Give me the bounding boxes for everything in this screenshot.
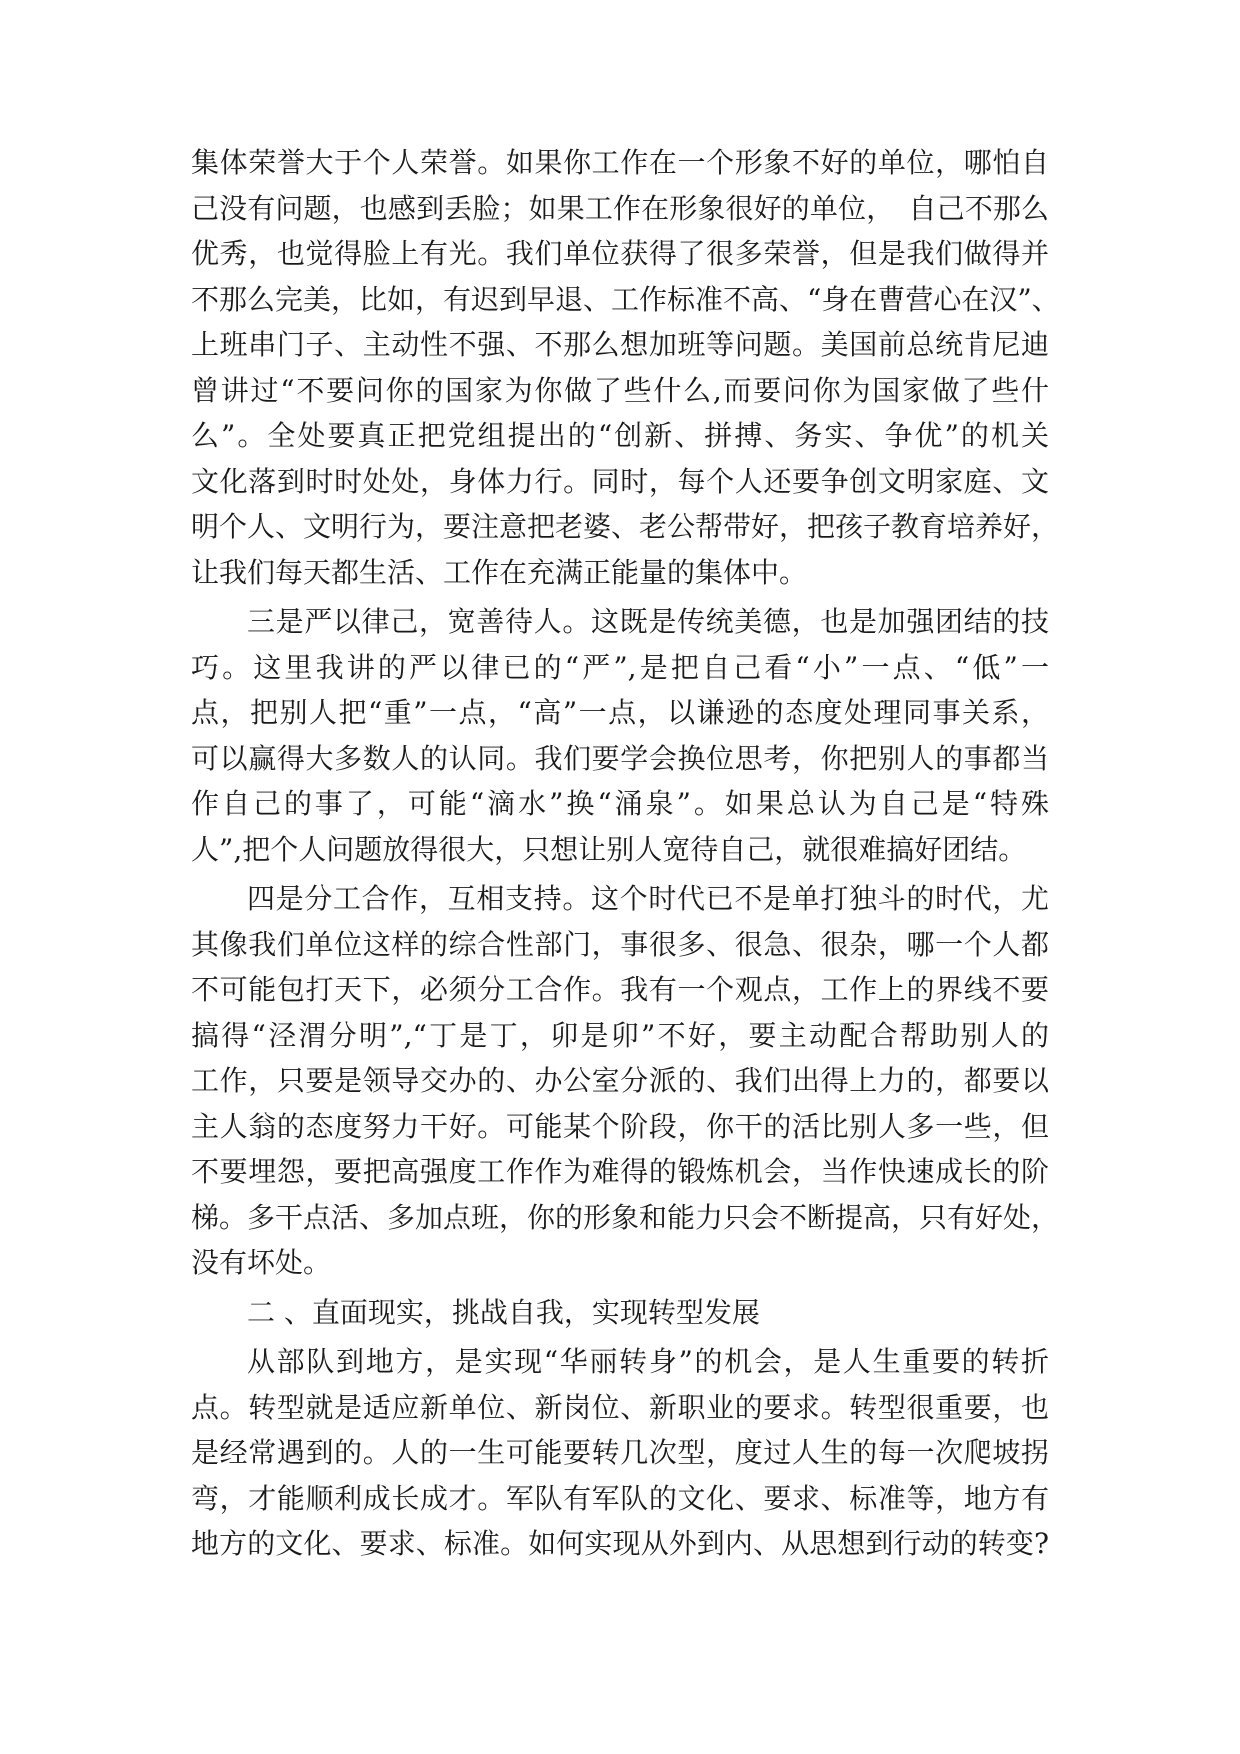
text-line: 从部队到地方，是实现“华丽转身”的机会，是人生重要的转折 — [247, 1345, 1049, 1378]
text-line: 优秀，也觉得脸上有光。我们单位获得了很多荣誉，但是我们做得并 — [191, 237, 1049, 270]
text-line: 可以赢得大多数人的认同。我们要学会换位思考，你把别人的事都当 — [191, 741, 1049, 775]
text-line: 搞得“泾渭分明”,“丁是丁，卯是卯”不好，要主动配合帮助别人的 — [191, 1018, 1049, 1052]
text-line: 么”。全处要真正把党组提出的“创新、拼搏、务实、争优”的机关 — [191, 419, 1049, 452]
heading-text: 二 、直面现实，挑战自我，实现转型发展 — [247, 1295, 760, 1329]
text-line: 点，把别人把“重”一点，“高”一点，以谦逊的态度处理同事关系， — [191, 696, 1049, 729]
text-line: 工作，只要是领导交办的、办公室分派的、我们出得上力的，都要以 — [191, 1064, 1049, 1097]
text-line: 弯，才能顺利成长成才。军队有军队的文化、要求、标准等，地方有 — [191, 1481, 1049, 1515]
section-heading — [191, 1290, 1049, 1336]
text-line: 曾讲过“不要问你的国家为你做了些什么,而要问你为国家做了些什 — [191, 373, 1049, 407]
paragraph-strict-discipline — [191, 599, 1049, 872]
text-line: 地方的文化、要求、标准。如何实现从外到内、从思想到行动的转变? — [191, 1527, 1049, 1560]
text-line: 作自己的事了，可能“滴水”换“涌泉”。如果总认为自己是“特殊 — [191, 787, 1049, 820]
text-line: 是经常遇到的。人的一生可能要转几次型，度过人生的每一次爬坡拐 — [191, 1436, 1049, 1469]
text-line: 集体荣誉大于个人荣誉。如果你工作在一个形象不好的单位，哪怕自 — [191, 146, 1049, 179]
document-body — [191, 140, 1060, 1567]
text-line: 让我们每天都生活、工作在充满正能量的集体中。 — [191, 555, 808, 589]
text-line: 点。转型就是适应新单位、新岗位、新职业的要求。转型很重要，也 — [191, 1390, 1049, 1424]
paragraph-cooperation — [191, 876, 1060, 1286]
text-line: 文化落到时时处处，身体力行。同时，每个人还要争创文明家庭、文 — [191, 464, 1049, 498]
text-line: 不那么完美，比如，有迟到早退、工作标准不高、“身在曹营心在汉”、 — [191, 282, 1060, 316]
text-line: 人”,把个人问题放得很大，只想让别人宽待自己，就很难搞好团结。 — [191, 832, 1027, 866]
text-line: 其像我们单位这样的综合性部门，事很多、很急、很杂，哪一个人都 — [191, 927, 1049, 961]
text-line: 不要埋怨，要把高强度工作作为难得的锻炼机会，当作快速成长的阶 — [191, 1155, 1049, 1188]
text-line: 梯。多干点活、多加点班，你的形象和能力只会不断提高，只有好处， — [191, 1200, 1060, 1234]
text-line: 上班串门子、主动性不强、不那么想加班等问题。美国前总统肯尼迪 — [191, 328, 1049, 361]
text-line: 己没有问题，也感到丢脸；如果工作在形象很好的单位， 自己不那么 — [191, 191, 1049, 225]
paragraph-collective-honor — [191, 140, 1060, 595]
text-line: 巧。这里我讲的严以律已的“严”,是把自己看“小”一点、“低”一 — [191, 650, 1049, 684]
paragraph-transformation — [191, 1339, 1049, 1567]
text-line: 没有坏处。 — [191, 1246, 332, 1279]
text-line: 三是严以律己，宽善待人。这既是传统美德，也是加强团结的技 — [247, 605, 1049, 638]
text-line: 主人翁的态度努力干好。可能某个阶段，你干的活比别人多一些，但 — [191, 1109, 1049, 1143]
text-line: 不可能包打天下，必须分工合作。我有一个观点，工作上的界线不要 — [191, 973, 1049, 1006]
text-line: 明个人、文明行为，要注意把老婆、老公帮带好，把孩子教育培养好， — [191, 510, 1060, 543]
text-line: 四是分工合作，互相支持。这个时代已不是单打独斗的时代，尤 — [247, 882, 1049, 915]
